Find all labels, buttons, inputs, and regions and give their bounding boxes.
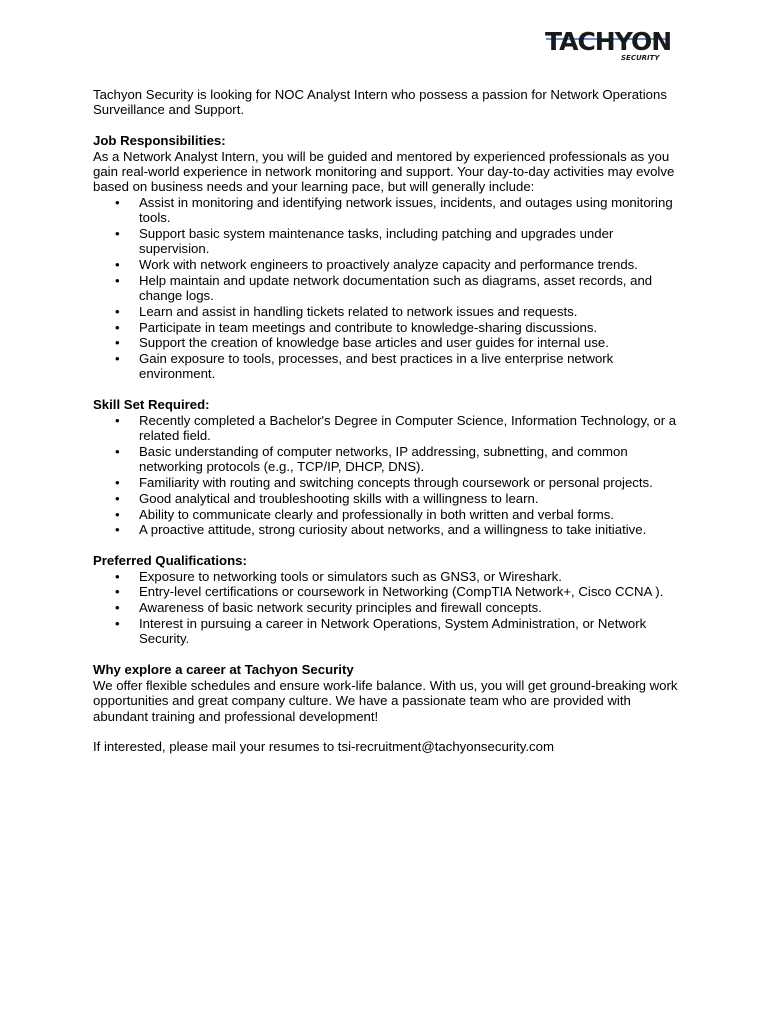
list-item-text: Entry-level certifications or coursework in Networking (CompTIA Network+, Cisco CCNA ). [139, 584, 664, 600]
bullet-icon: • [115, 600, 120, 616]
list-item-text: Basic understanding of computer networks, IP addressing, subnetting, and common networking protocols (e.g., TCP/IP, DHCP, DNS). [139, 443, 628, 475]
list-item-text: Awareness of basic network security principles and firewall concepts. [139, 600, 542, 616]
list-item [93, 507, 678, 522]
bullet-icon: • [115, 568, 120, 584]
logo-wordmark: TACHYON [545, 27, 671, 56]
why-heading: Why explore a career at Tachyon Security [93, 662, 354, 678]
list-item [93, 569, 678, 584]
list-item-text: Assist in monitoring and identifying network issues, incidents, and outages using monitoring tools. [139, 194, 673, 226]
preferred-list [93, 569, 678, 647]
bullet-icon: • [115, 303, 120, 319]
bullet-icon: • [115, 506, 120, 522]
list-item-text: Learn and assist in handling tickets related to network issues and requests. [139, 303, 578, 319]
list-item [93, 195, 678, 226]
spacer [93, 118, 678, 133]
list-item-text: Support the creation of knowledge base articles and user guides for internal use. [139, 335, 609, 351]
bullet-icon: • [115, 225, 120, 241]
list-item [93, 320, 678, 335]
list-item-text: Help maintain and update network documentation such as diagrams, asset records, and change logs. [139, 272, 653, 304]
skills-heading: Skill Set Required: [93, 397, 210, 413]
list-item-text: Familiarity with routing and switching concepts through coursework or personal projects. [139, 475, 653, 491]
bullet-icon: • [115, 257, 120, 273]
bullet-icon: • [115, 335, 120, 351]
list-item-text: Participate in team meetings and contribute to knowledge-sharing discussions. [139, 319, 598, 335]
list-item [93, 226, 678, 257]
spacer [93, 647, 678, 662]
list-item-text: Recently completed a Bachelor's Degree in Computer Science, Information Technology, or a related field. [139, 412, 677, 444]
list-item-text: Exposure to networking tools or simulators such as GNS3, or Wireshark. [139, 568, 562, 584]
list-item [93, 413, 678, 444]
bullet-icon: • [115, 522, 120, 538]
tachyon-security-logo [543, 26, 671, 64]
preferred-heading: Preferred Qualifications: [93, 553, 247, 569]
bullet-icon: • [115, 615, 120, 631]
list-item [93, 444, 678, 475]
skills-list [93, 413, 678, 538]
job-description [93, 87, 678, 755]
list-item [93, 475, 678, 490]
responsibilities-heading: Job Responsibilities: [93, 133, 226, 149]
spacer [93, 538, 678, 553]
list-item-text: Interest in pursuing a career in Network Operations, System Administration, or Network Security. [139, 615, 647, 647]
list-item [93, 584, 678, 599]
logo-tagline: SECURITY [621, 54, 660, 62]
list-item-text: Support basic system maintenance tasks, including patching and upgrades under supervision. [139, 225, 614, 257]
list-item [93, 304, 678, 319]
list-item [93, 491, 678, 506]
list-item [93, 600, 678, 615]
contact-line: If interested, please mail your resumes to tsi-recruitment@tachyonsecurity.com [93, 739, 554, 755]
list-item-text: Gain exposure to tools, processes, and best practices in a live enterprise network environment. [139, 350, 614, 382]
bullet-icon: • [115, 412, 120, 428]
bullet-icon: • [115, 490, 120, 506]
spacer [93, 382, 678, 397]
bullet-icon: • [115, 272, 120, 288]
intro-paragraph: Tachyon Security is looking for NOC Analyst Intern who possess a passion for Network Operations Surveillance and Support. [93, 87, 667, 118]
bullet-icon: • [115, 194, 120, 210]
why-paragraph: We offer flexible schedules and ensure work-life balance. With us, you will get ground-breaking work opportunities and great company culture. We have a passionate team who are provided with abundant training and professional development! [93, 677, 678, 724]
list-item [93, 257, 678, 272]
list-item-text: Work with network engineers to proactively analyze capacity and performance trends. [139, 257, 638, 273]
bullet-icon: • [115, 350, 120, 366]
logo-graphic [543, 26, 671, 64]
list-item [93, 616, 678, 647]
list-item [93, 351, 678, 382]
list-item [93, 522, 678, 537]
list-item-text: A proactive attitude, strong curiosity about networks, and a willingness to take initiative. [139, 522, 647, 538]
list-item-text: Ability to communicate clearly and professionally in both written and verbal forms. [139, 506, 614, 522]
bullet-icon: • [115, 475, 120, 491]
list-item [93, 335, 678, 350]
responsibilities-lead: As a Network Analyst Intern, you will be guided and mentored by experienced professionals as you gain real-world experience in network monitoring and support. Your day-to-day activities may evolve based on business needs and your learning pace, but will generally include: [93, 148, 675, 195]
bullet-icon: • [115, 584, 120, 600]
spacer [93, 724, 678, 739]
list-item-text: Good analytical and troubleshooting skills with a willingness to learn. [139, 490, 539, 506]
list-item [93, 273, 678, 304]
responsibilities-list [93, 195, 678, 382]
bullet-icon: • [115, 319, 120, 335]
bullet-icon: • [115, 443, 120, 459]
